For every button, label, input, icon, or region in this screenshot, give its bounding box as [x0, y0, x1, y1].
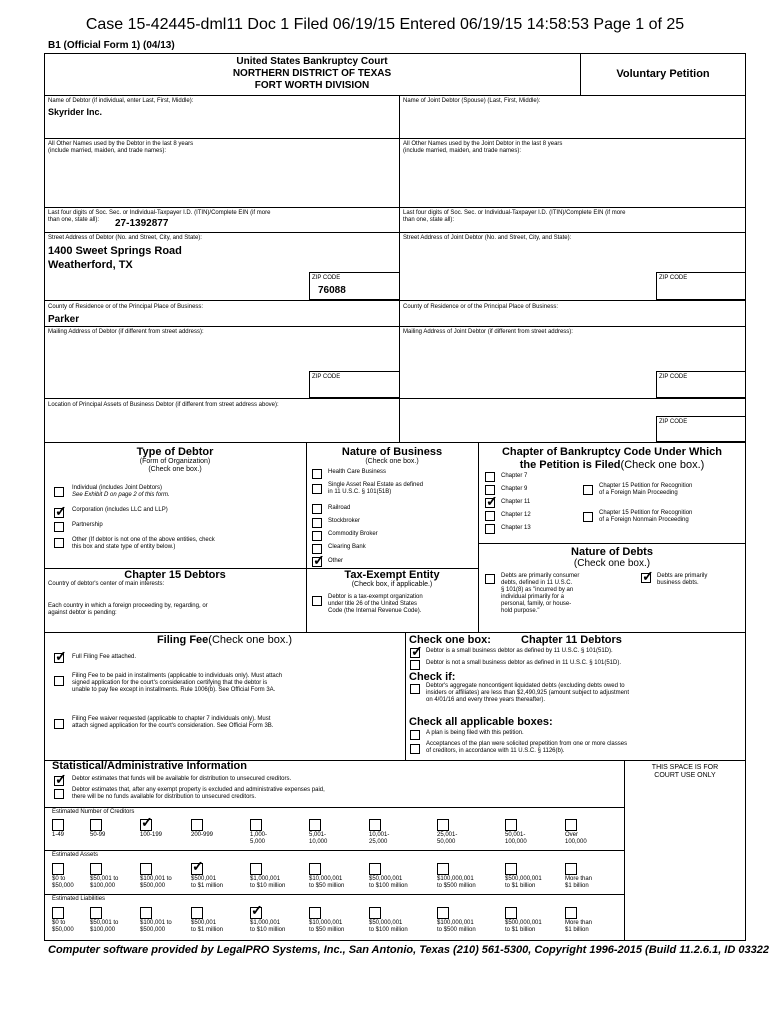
- liabilities-option-label: $10,000,001 to $50 million: [309, 920, 345, 933]
- creditors-option-checkbox[interactable]: [437, 819, 449, 831]
- aggregate-debts-label: Debtor's aggregate noncontigent liquidated debts (excluding debts owed to insiders or affiliates) are less than $2,490,925 (amount subject to adjustment on 4/01/16 and every three years thereafter).: [426, 683, 630, 703]
- filing-fee-title: Filing Fee(Check one box.): [156, 634, 293, 646]
- chapter-11-label: Chapter 11: [501, 499, 531, 505]
- creditors-option-label: 50,001- 100,000: [505, 832, 527, 845]
- joint-county-label: County of Residence or of the Principal Place of Business:: [403, 304, 559, 310]
- clearing-bank-label: Clearing Bank: [328, 544, 366, 550]
- liabilities-option-checkbox[interactable]: [90, 907, 102, 919]
- check-all-label: Check all applicable boxes:: [409, 716, 553, 728]
- fee-waiver-label: Filing Fee waiver requested (applicable to chapter 7 individuals only). Must attach signed application for the court's consideration. See Official Form 3B.: [72, 716, 274, 729]
- debtor-name-value[interactable]: Skyrider Inc.: [48, 107, 103, 117]
- ein-label: Last four digits of Soc. Sec. or Individual-Taxpayer I.D. (ITIN)/Complete EIN (if more than one, state all):: [48, 210, 271, 223]
- creditors-option-label: 5,001- 10,000: [309, 832, 328, 845]
- commodity-label: Commodity Broker: [328, 531, 378, 537]
- creditors-option-label: 200-999: [191, 832, 214, 838]
- assets-option-label: $50,001 to $100,000: [90, 876, 119, 889]
- creditors-option-checkbox[interactable]: [369, 819, 381, 831]
- other-business-checkbox[interactable]: [312, 557, 322, 567]
- liabilities-label: Estimated Liabilities: [52, 896, 106, 902]
- nature-of-business: Nature of Business (Check one box.): [306, 446, 478, 466]
- creditors-option-checkbox[interactable]: [505, 819, 517, 831]
- individual-label: Individual (includes Joint Debtors) See Exhibit D on page 2 of this form.: [72, 485, 170, 498]
- not-small-business-label: Debtor is not a small business debtor as defined in 11 U.S.C. § 101(51D).: [426, 660, 621, 666]
- form-id: B1 (Official Form 1) (04/13): [48, 40, 175, 51]
- funds-available-checkbox[interactable]: [54, 776, 64, 786]
- joint-street-label: Street Address of Joint Debtor (No. and Street, City, and State):: [403, 235, 572, 241]
- chapter-15-nonmain-label: Chapter 15 Petition for Recognition of a Foreign Nonmain Proceeding: [599, 510, 693, 523]
- assets-option-checkbox[interactable]: [505, 863, 517, 875]
- chapter-7-checkbox[interactable]: [485, 472, 495, 482]
- chapter-12-label: Chapter 12: [501, 512, 531, 518]
- street-line2[interactable]: Weatherford, TX: [48, 259, 133, 271]
- assets-option-checkbox[interactable]: [369, 863, 381, 875]
- debtor-name-label: Name of Debtor (if individual, enter Last, First, Middle):: [48, 98, 194, 104]
- chapter-7-label: Chapter 7: [501, 473, 528, 479]
- liabilities-option-checkbox[interactable]: [369, 907, 381, 919]
- no-funds-label: Debtor estimates that, after any exempt property is excluded and administrative expenses paid, there will be no funds available for distribution to unsecured creditors.: [72, 787, 325, 800]
- liabilities-option-label: $100,001 to $500,000: [140, 920, 172, 933]
- ein-value[interactable]: 27-1392877: [115, 218, 169, 229]
- chapter-9-label: Chapter 9: [501, 486, 528, 492]
- zip-value[interactable]: 76088: [318, 285, 346, 296]
- location-label: Location of Principal Assets of Business Debtor (if different from street address above):: [48, 402, 279, 408]
- court-title: [44, 56, 580, 92]
- installments-label: Filing Fee to be paid in installments (applicable to individuals only). Must attach signed application for the court's consideration certifying that the debtor is unable to pay fee except in installments. Rule 1006(b). See Official Form 3A.: [72, 673, 283, 693]
- creditors-option-label: 1,000- 5,000: [250, 832, 268, 845]
- assets-option-checkbox[interactable]: [90, 863, 102, 875]
- creditors-option-label: Over 100,000: [565, 832, 587, 845]
- creditors-option-checkbox[interactable]: [250, 819, 262, 831]
- liabilities-option-label: $50,000,001 to $100 million: [369, 920, 408, 933]
- liabilities-option-checkbox[interactable]: [250, 907, 262, 919]
- liabilities-option-label: $500,000,001 to $1 billion: [505, 920, 542, 933]
- business-debts-label: Debts are primarily business debts.: [657, 573, 708, 586]
- liabilities-option-label: $50,001 to $100,000: [90, 920, 119, 933]
- plan-filed-label: A plan is being filed with this petition.: [426, 730, 524, 736]
- installments-checkbox[interactable]: [54, 676, 64, 686]
- joint-mailing-zip-label: ZIP CODE: [659, 374, 688, 380]
- liabilities-option-checkbox[interactable]: [52, 907, 64, 919]
- creditors-option-checkbox[interactable]: [565, 819, 577, 831]
- assets-option-label: $50,000,001 to $100 million: [369, 876, 408, 889]
- creditors-option-checkbox[interactable]: [140, 819, 152, 831]
- location-zip-label: ZIP CODE: [659, 419, 688, 425]
- court-use-label: THIS SPACE IS FOR COURT USE ONLY: [651, 764, 719, 779]
- liabilities-option-checkbox[interactable]: [437, 907, 449, 919]
- business-debts-checkbox[interactable]: [641, 573, 651, 583]
- creditors-option-checkbox[interactable]: [52, 819, 64, 831]
- health-care-checkbox[interactable]: [312, 469, 322, 479]
- liabilities-option-checkbox[interactable]: [565, 907, 577, 919]
- tax-exempt-label: Debtor is a tax-exempt organization under title 26 of the United States Code (the Internal Revenue Code).: [328, 594, 423, 614]
- chapter-12-checkbox[interactable]: [485, 511, 495, 521]
- mailing-label: Mailing Address of Debtor (if different from street address):: [48, 329, 204, 335]
- sare-checkbox[interactable]: [312, 484, 322, 494]
- type-of-debtor: Type of Debtor (Form of Organization) (Check one box.): [44, 446, 306, 474]
- joint-ein-label: Last four digits of Soc. Sec. or Individual-Taxpayer I.D. (ITIN)/Complete EIN (if more than one, state all):: [403, 210, 626, 223]
- assets-option-label: $10,000,001 to $50 million: [309, 876, 345, 889]
- assets-option-label: $100,000,001 to $500 million: [437, 876, 476, 889]
- creditors-option-checkbox[interactable]: [90, 819, 102, 831]
- chapter-11-checkbox[interactable]: [485, 498, 495, 508]
- stockbroker-label: Stockbroker: [328, 518, 361, 524]
- ch15-country-label: Country of debtor's center of main interests:: [48, 581, 165, 587]
- funds-available-label: Debtor estimates that funds will be available for distribution to unsecured creditors.: [72, 776, 292, 782]
- creditors-option-checkbox[interactable]: [309, 819, 321, 831]
- other-business-label: Other: [328, 558, 344, 564]
- fee-waiver-checkbox[interactable]: [54, 719, 64, 729]
- assets-option-checkbox[interactable]: [52, 863, 64, 875]
- liabilities-option-checkbox[interactable]: [505, 907, 517, 919]
- joint-zip-label: ZIP CODE: [659, 275, 688, 281]
- liabilities-option-label: More than $1 billion: [565, 920, 593, 933]
- commodity-checkbox[interactable]: [312, 531, 322, 541]
- liabilities-option-label: $1,000,001 to $10 million: [250, 920, 286, 933]
- assets-option-label: $500,001 to $1 million: [191, 876, 224, 889]
- court-name: United States Bankruptcy Court: [236, 56, 388, 67]
- small-business-checkbox[interactable]: [410, 648, 420, 658]
- stockbroker-checkbox[interactable]: [312, 518, 322, 528]
- no-funds-checkbox[interactable]: [54, 789, 64, 799]
- nature-of-debts-title: Nature of Debts (Check one box.): [571, 546, 653, 569]
- partnership-label: Partnership: [72, 522, 103, 528]
- zip-label: ZIP CODE: [312, 275, 341, 281]
- nature-of-business-title: Nature of Business: [341, 446, 443, 458]
- assets-option-label: $500,000,001 to $1 billion: [505, 876, 542, 889]
- assets-option-checkbox[interactable]: [565, 863, 577, 875]
- creditors-option-label: 100-199: [140, 832, 163, 838]
- check-if-label: Check if:: [409, 671, 456, 683]
- full-fee-label: Full Filing Fee attached.: [72, 654, 137, 660]
- joint-name-label: Name of Joint Debtor (Spouse) (Last, First, Middle):: [403, 98, 541, 104]
- acceptances-label: Acceptances of the plan were solicited prepetition from one or more classes of creditors, in accordance with 11 U.S.C. § 1126(b).: [426, 741, 628, 754]
- railroad-checkbox[interactable]: [312, 504, 322, 514]
- creditors-option-label: 50-99: [90, 832, 106, 838]
- small-business-label: Debtor is a small business debtor as defined by 11 U.S.C. § 101(51D).: [426, 648, 613, 654]
- corporation-checkbox[interactable]: [54, 508, 64, 518]
- chapter-15-main-label: Chapter 15 Petition for Recognition of a Foreign Main Proceeding: [599, 483, 693, 496]
- other-names-label: All Other Names used by the Debtor in the last 8 years (include married, maiden, and trade names):: [48, 141, 194, 154]
- individual-checkbox[interactable]: [54, 487, 64, 497]
- software-footer: Computer software provided by LegalPRO Systems, Inc., San Antonio, Texas (210) 561-5300, Copyright 1996-2015 (Build 11.2.6.1, ID 03322: [48, 944, 769, 956]
- ch15-debtors-title: Chapter 15 Debtors: [124, 569, 226, 581]
- chapter-title: Chapter of Bankruptcy Code Under Which the Petition is Filed(Check one box.): [501, 446, 723, 471]
- chapter-15-nonmain-checkbox[interactable]: [583, 512, 593, 522]
- assets-option-checkbox[interactable]: [437, 863, 449, 875]
- ch15-each-label: Each country in which a foreign proceeding by, regarding, or against debtor is pending:: [48, 603, 208, 616]
- chapter-13-checkbox[interactable]: [485, 524, 495, 534]
- other-entity-checkbox[interactable]: [54, 538, 64, 548]
- assets-option-label: More than $1 billion: [565, 876, 593, 889]
- corporation-label: Corporation (includes LLC and LLP): [72, 507, 168, 513]
- joint-mailing-label: Mailing Address of Joint Debtor (if different from street address):: [403, 329, 573, 335]
- chapter-13-label: Chapter 13: [501, 525, 531, 531]
- liabilities-option-label: $500,001 to $1 million: [191, 920, 224, 933]
- consumer-debts-checkbox[interactable]: [485, 574, 495, 584]
- liabilities-option-label: $100,000,001 to $500 million: [437, 920, 476, 933]
- tax-exempt-title: Tax-Exempt Entity: [344, 569, 440, 581]
- not-small-business-checkbox[interactable]: [410, 660, 420, 670]
- case-header: Case 15-42445-dml11 Doc 1 Filed 06/19/15 Entered 06/19/15 14:58:53 Page 1 of 25: [85, 16, 685, 33]
- aggregate-debts-checkbox[interactable]: [410, 684, 420, 694]
- assets-option-label: $100,001 to $500,000: [140, 876, 172, 889]
- creditors-option-label: 10,001- 25,000: [369, 832, 390, 845]
- other-entity-label: Other (If debtor is not one of the above entities, check this box and state type of entity below.): [72, 537, 215, 550]
- tax-exempt-checkbox[interactable]: [312, 596, 322, 606]
- assets-label: Estimated Assets: [52, 852, 99, 858]
- assets-option-label: $0 to $50,000: [52, 876, 74, 889]
- stats-title: Statistical/Administrative Information: [52, 760, 247, 772]
- chapter-15-main-checkbox[interactable]: [583, 485, 593, 495]
- street-line1[interactable]: 1400 Sweet Springs Road: [48, 245, 182, 257]
- creditors-option-checkbox[interactable]: [191, 819, 203, 831]
- liabilities-option-checkbox[interactable]: [309, 907, 321, 919]
- liabilities-option-checkbox[interactable]: [140, 907, 152, 919]
- county-label: County of Residence or of the Principal Place of Business:: [48, 304, 204, 310]
- assets-option-checkbox[interactable]: [250, 863, 262, 875]
- county-value[interactable]: Parker: [48, 314, 80, 325]
- type-of-debtor-title: Type of Debtor: [136, 446, 214, 458]
- liabilities-option-label: $0 to $50,000: [52, 920, 74, 933]
- creditors-label: Estimated Number of Creditors: [52, 809, 135, 815]
- assets-option-label: $1,000,001 to $10 million: [250, 876, 286, 889]
- consumer-debts-label: Debts are primarily consumer debts, defined in 11 U.S.C. § 101(8) as "incurred by an individual primarily for a personal, family, or house- hold purpose.": [501, 573, 580, 614]
- assets-option-checkbox[interactable]: [309, 863, 321, 875]
- railroad-label: Railroad: [328, 505, 351, 511]
- creditors-option-label: 1-49: [52, 832, 65, 838]
- assets-option-checkbox[interactable]: [191, 863, 203, 875]
- street-label: Street Address of Debtor (No. and Street, City, and State):: [48, 235, 202, 241]
- full-fee-checkbox[interactable]: [54, 653, 64, 663]
- assets-option-checkbox[interactable]: [140, 863, 152, 875]
- joint-other-names-label: All Other Names used by the Joint Debtor in the last 8 years (include married, maiden, and trade names):: [403, 141, 563, 154]
- court-district: NORTHERN DISTRICT OF TEXAS: [232, 68, 392, 79]
- creditors-option-label: 25,001- 50,000: [437, 832, 458, 845]
- health-care-label: Health Care Business: [328, 469, 387, 475]
- liabilities-option-checkbox[interactable]: [191, 907, 203, 919]
- court-division: FORT WORTH DIVISION: [254, 80, 370, 91]
- sare-label: Single Asset Real Estate as defined in 11 U.S.C. § 101(51B): [328, 482, 424, 495]
- mailing-zip-label: ZIP CODE: [312, 374, 341, 380]
- ch11-header: Check one box: Chapter 11 Debtors: [409, 634, 622, 646]
- petition-title: Voluntary Petition: [616, 68, 710, 80]
- plan-filed-checkbox[interactable]: [410, 730, 420, 740]
- tax-exempt: Tax-Exempt Entity (Check box, if applicable.): [306, 570, 478, 589]
- partnership-checkbox[interactable]: [54, 522, 64, 532]
- acceptances-checkbox[interactable]: [410, 744, 420, 754]
